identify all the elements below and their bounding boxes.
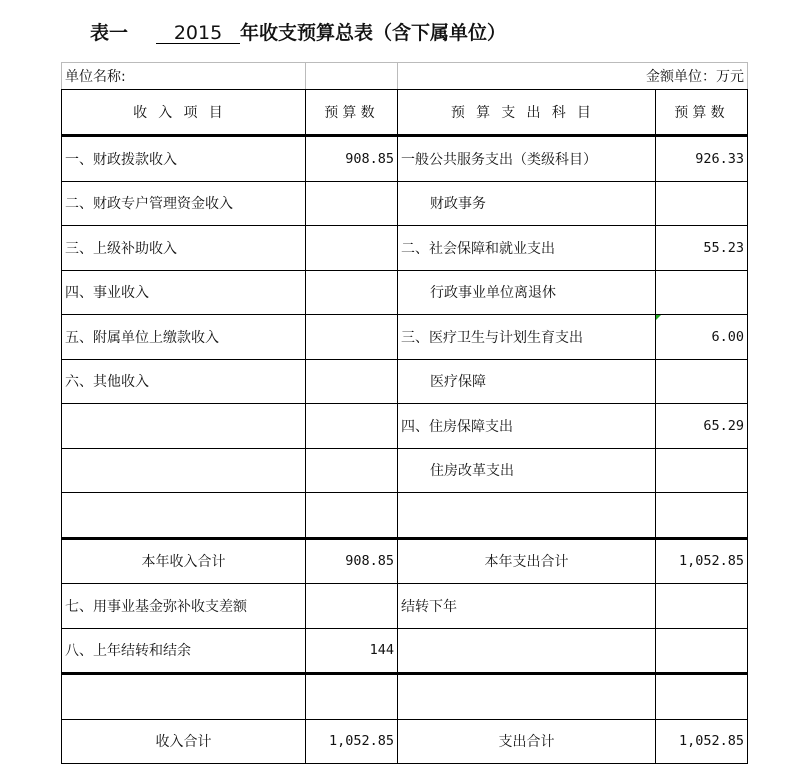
expense-item: 三、医疗卫生与计划生育支出 [398, 315, 656, 360]
expense-amount: 1,052.85 [656, 538, 748, 584]
table-row [62, 628, 748, 674]
income-amount [306, 404, 398, 449]
expense-item: 一般公共服务支出（类级科目） [398, 136, 656, 182]
income-item: 本年收入合计 [62, 538, 306, 584]
income-amount [306, 359, 398, 404]
expense-item [398, 493, 656, 539]
expense-item: 本年支出合计 [398, 538, 656, 584]
income-item: 三、上级补助收入 [62, 226, 306, 271]
income-amount [306, 493, 398, 539]
table-row [62, 719, 748, 764]
income-item: 六、其他收入 [62, 359, 306, 404]
expense-item: 支出合计 [398, 719, 656, 764]
income-item [62, 404, 306, 449]
income-item: 二、财政专户管理资金收入 [62, 181, 306, 226]
expense-item: 四、住房保障支出 [398, 404, 656, 449]
header-expense-budget: 预算数 [656, 90, 748, 136]
expense-item: 行政事业单位离退休 [398, 270, 656, 315]
page-title [90, 18, 506, 45]
income-item [62, 448, 306, 493]
expense-amount [656, 270, 748, 315]
table-row [62, 674, 748, 720]
table-row [62, 493, 748, 539]
table-row [62, 270, 748, 315]
expense-amount: 926.33 [656, 136, 748, 182]
budget-table [61, 62, 748, 764]
income-item: 收入合计 [62, 719, 306, 764]
expense-amount: 55.23 [656, 226, 748, 271]
expense-amount [656, 493, 748, 539]
table-row [62, 226, 748, 271]
income-amount: 144 [306, 628, 398, 674]
income-amount [306, 584, 398, 629]
income-item [62, 493, 306, 539]
expense-amount: 65.29 [656, 404, 748, 449]
table-row [62, 136, 748, 182]
expense-item: 财政事务 [398, 181, 656, 226]
header-income-item: 收入项目 [62, 90, 306, 136]
income-item: 五、附属单位上缴款收入 [62, 315, 306, 360]
expense-amount [656, 674, 748, 720]
year-field: 2015 [156, 23, 240, 44]
table-row [62, 359, 748, 404]
header-income-budget: 预算数 [306, 90, 398, 136]
table-row [62, 584, 748, 629]
expense-item: 医疗保障 [398, 359, 656, 404]
expense-item: 二、社会保障和就业支出 [398, 226, 656, 271]
income-item [62, 674, 306, 720]
income-amount [306, 674, 398, 720]
income-item: 四、事业收入 [62, 270, 306, 315]
income-amount [306, 448, 398, 493]
title-text: 年收支预算总表（含下属单位） [240, 22, 507, 44]
income-item: 八、上年结转和结余 [62, 628, 306, 674]
expense-amount [656, 359, 748, 404]
expense-amount [656, 584, 748, 629]
expense-item: 住房改革支出 [398, 448, 656, 493]
table-row [62, 181, 748, 226]
income-amount [306, 226, 398, 271]
expense-amount [656, 628, 748, 674]
income-amount [306, 181, 398, 226]
income-amount [306, 270, 398, 315]
table-row [62, 538, 748, 584]
expense-amount: 6.00 [656, 315, 748, 360]
income-amount [306, 315, 398, 360]
empty-cell [306, 63, 398, 90]
expense-item [398, 674, 656, 720]
income-item: 一、财政拨款收入 [62, 136, 306, 182]
meta-row [62, 63, 748, 90]
income-item: 七、用事业基金弥补收支差额 [62, 584, 306, 629]
header-row [62, 90, 748, 136]
header-expense-item: 预算支出科目 [398, 90, 656, 136]
income-amount: 908.85 [306, 538, 398, 584]
amount-unit: 金额单位：万元 [398, 63, 748, 90]
income-amount: 908.85 [306, 136, 398, 182]
expense-amount: 1,052.85 [656, 719, 748, 764]
expense-item: 结转下年 [398, 584, 656, 629]
expense-amount [656, 181, 748, 226]
expense-item [398, 628, 656, 674]
unit-name-label: 单位名称: [62, 63, 306, 90]
expense-amount [656, 448, 748, 493]
table-number: 表一 [90, 22, 129, 44]
table-row [62, 448, 748, 493]
table-row [62, 315, 748, 360]
table-row [62, 404, 748, 449]
income-amount: 1,052.85 [306, 719, 398, 764]
